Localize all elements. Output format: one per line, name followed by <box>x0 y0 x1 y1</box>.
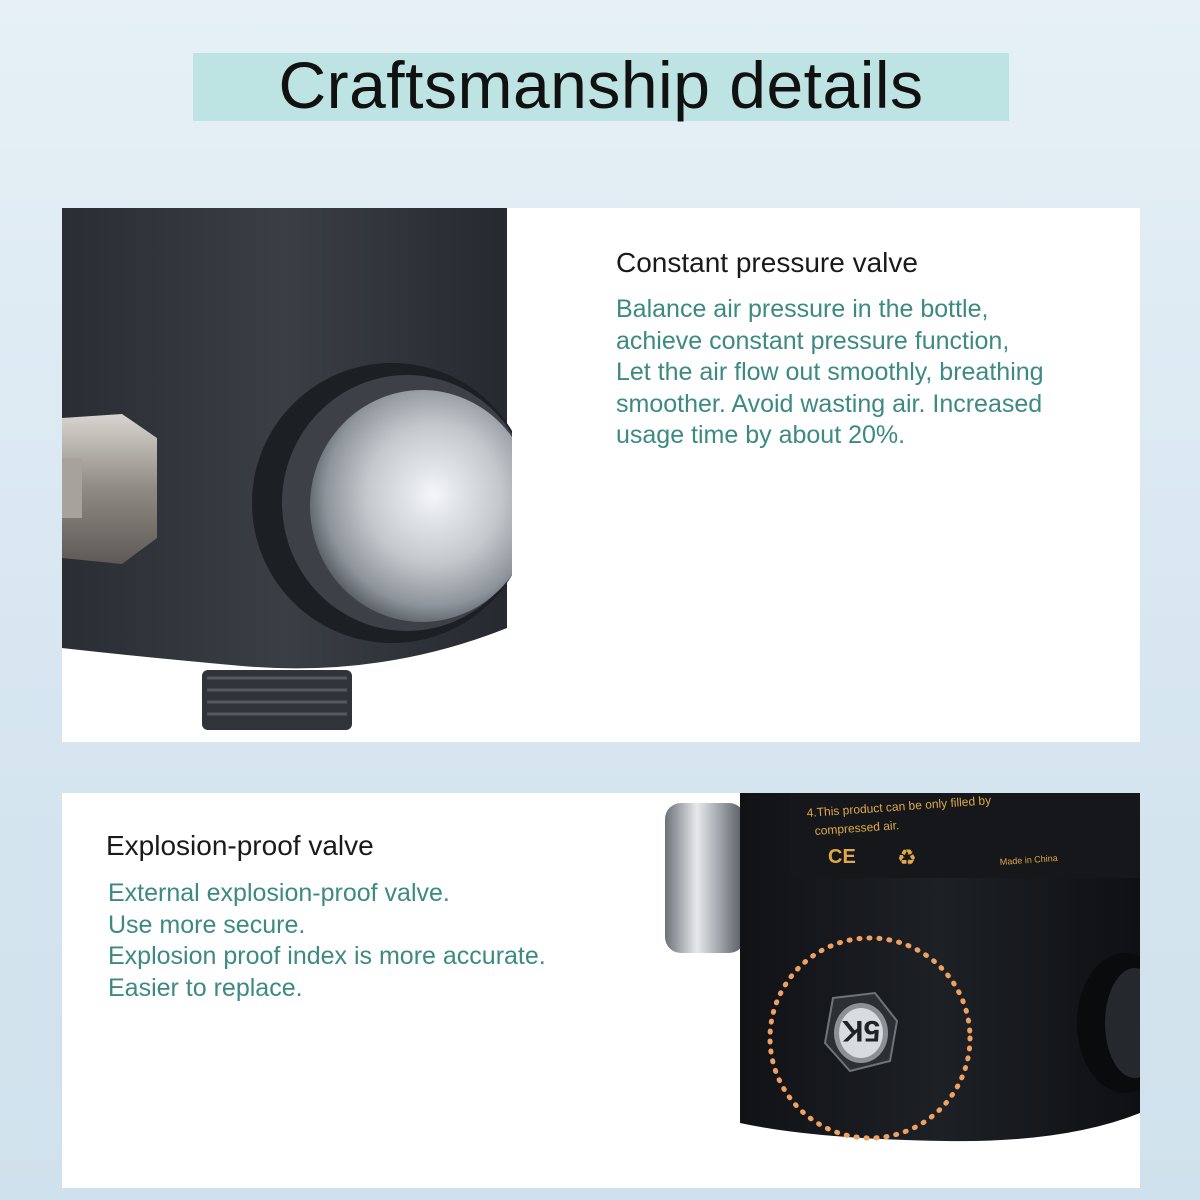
desc-line: Easier to replace. <box>108 973 303 1002</box>
label-line-1: 4.This product can be only filled by <box>806 793 992 820</box>
section1-description <box>616 294 1044 452</box>
section1-heading: Constant pressure valve <box>616 247 918 278</box>
card-constant-pressure-valve <box>62 208 1140 742</box>
desc-line: Use more secure. <box>108 910 306 939</box>
recycle-icon: ♻ <box>897 846 917 871</box>
desc-line: Let the air flow out smoothly, breathing <box>616 358 1044 386</box>
page-title: Craftsmanship details <box>278 48 924 122</box>
label-line-4: Made in China <box>999 852 1059 867</box>
ce-mark-icon: CE <box>828 846 856 868</box>
desc-line: Balance air pressure in the bottle, <box>616 295 989 323</box>
regulator-side-photo <box>665 793 1140 1188</box>
desc-line: Explosion proof index is more accurate. <box>108 942 546 970</box>
section2-description <box>108 878 546 1004</box>
regulator-top-photo <box>62 208 512 742</box>
card-explosion-proof-valve <box>62 793 1140 1188</box>
desc-line: smoother. Avoid wasting air. Increased <box>616 389 1043 418</box>
desc-line: usage time by about 20%. <box>616 421 906 449</box>
valve-marking: 5K <box>841 1014 881 1047</box>
section2-heading: Explosion-proof valve <box>106 830 374 861</box>
desc-line: External explosion-proof valve. <box>108 879 450 907</box>
desc-line: achieve constant pressure function, <box>616 326 1010 355</box>
label-line-2: compressed air. <box>814 818 900 838</box>
